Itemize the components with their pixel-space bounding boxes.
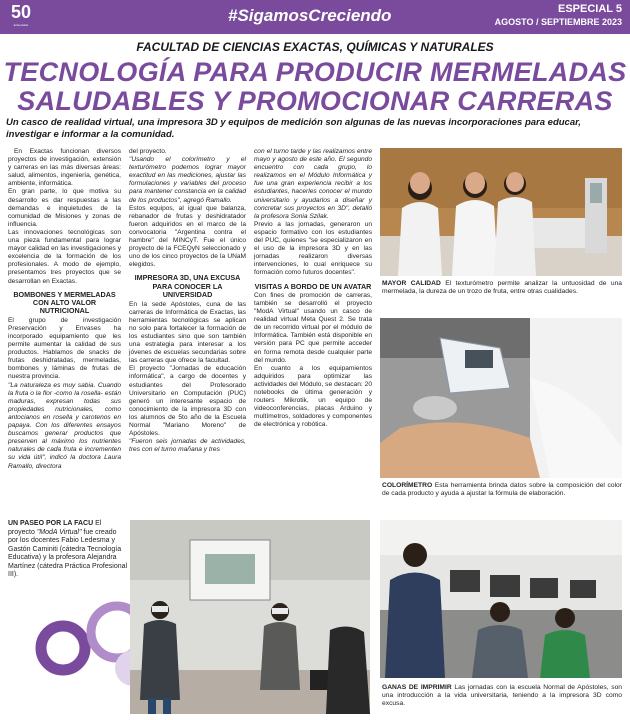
caption-text: Las jornadas con la escuela Normal de Apóstoles, son una introducción a la vida universitaria, teniendo a la impresora 3D como excusa. (382, 684, 623, 708)
subheading: IMPRESORA 3D, UNA EXCUSA PARA CONOCER LA UNIVERSIDAD (134, 273, 241, 300)
photo-colorimeter (380, 318, 622, 478)
paseo-text-b: fue creado por los docentes Fabio Ledesma y Gastón Caminiti (cátedra Tecnología Educativa) y la profesora Alejandra Martínez (cátedra Práctica Profesional III). (8, 528, 128, 578)
paragraph: Estos equipos, al igual que balanza, rebanador de frutas y deshidratador fueron adquiridos en el marco de la convocatoria "Argentina contra el hambre" del MINCyT. Fue el único proyecto de la FCEQyN seleccionado y uno de los cinco proyectos de la UNaM elegidos. (129, 204, 246, 269)
subheading: VISITAS A BORDO DE UN AVATAR (254, 281, 372, 291)
column-1 (8, 148, 121, 471)
logo-number: 50 (10, 2, 32, 22)
paragraph: Con fines de promoción de carreras, también se desarrolló el proyecto "ModA Virtual" usando un casco de realidad virtual Meta Quest 2. Se trata de un recorrido virtual por el módulo de Informática. También está disponible en versión para PC que permite acceder en forma remota desde cualquier parte del mundo. (254, 291, 372, 364)
caption-colorimetro (382, 482, 622, 498)
header-banner (0, 0, 630, 34)
paragraph: Las innovaciones tecnológicas son una pieza fundamental para lograr mayor calidad en las investigaciones y excelencia de la formación de los profesionales. A modo de ejemplo, presentamos tres proyectos que se desarrollan en Exactas. (8, 228, 121, 285)
caption-text: Esta herramienta brinda datos sobre la composición del color de cada producto y ayuda a ajustar la fórmula de elaboración. (382, 482, 622, 498)
subheading: BOMBONES Y MERMELADAS CON ALTO VALOR NUTRICIONAL (13, 289, 116, 316)
caption-title: GANAS DE IMPRIMIR (382, 684, 452, 691)
caption-title: MAYOR CALIDAD (382, 280, 441, 287)
paseo-project: "ModA Virtual" (36, 528, 82, 536)
quote-paragraph: "Usando el colorímetro y el texturómetro podemos lograr mayor exactitud en las mediciones, ajustar las formulaciones y variables del proceso para mantener constancia en la calidad de los productos", agregó Ramallo. (129, 156, 246, 204)
photo-computer-lab (380, 520, 622, 678)
caption-title: COLORÍMETRO (382, 482, 433, 489)
paragraph: Previo a las jornadas, generaron un espacio formativo con los estudiantes del PUC, quienes "se especializaron en el uso de la impresora 3D y en las jornadas realizaron diversas intervenciones, lo cual enriquece su formación como futuros docentes". (254, 220, 372, 277)
caption-ganas-de-imprimir (382, 684, 622, 709)
logo-caption: aniversario (13, 23, 29, 27)
paseo-title: UN PASEO POR LA FACU (8, 520, 94, 527)
photo-lab-researchers (380, 148, 622, 276)
edition-info (495, 3, 622, 29)
edition-title: ESPECIAL 5 (558, 3, 622, 15)
paragraph: En Exactas funcionan diversos proyectos de investigación, extensión y carreras en las más diversas áreas: salud, alimentos, ingeniería, genética, ambiente, informática. (8, 148, 121, 188)
paragraph: El grupo de investigación Preservación y Envases ha incorporado equipamiento que les permite aumentar la calidad de sus productos. Hablamos de snacks de frutas deshidratadas, mermeladas, bombones y láminas de frutas de nuestra provincia. (8, 316, 121, 381)
quote-paragraph: con el turno tarde y las realizamos entre mayo y agosto de este año. El segundo encuentro con cada grupo, lo realizamos en el Módulo Informática y fue una gran experiencia recibir a los estudiantes, hacerles conocer el mundo universitario y ayudarlos a diseñar y concretar sus proyectos en 3D", detalló la profesora Sonia Szilak. (254, 148, 372, 220)
column-2 (129, 148, 246, 454)
paragraph: En cuanto a los equipamientos adquiridos para optimizar las actividades del Módulo, se destacan: 20 notebooks de última generación y routers Mikrotik, un equipo de videoconferencias, placas Arduino y multímetros, soldadores y componentes de electrónica y robótica. (254, 364, 372, 429)
column-3 (254, 148, 372, 430)
paseo-caption (8, 520, 128, 580)
lead-paragraph: Un casco de realidad virtual, una impresora 3D y equipos de medición son algunas de las nuevas incorporaciones para educar, investigar e informar a la comunidad. (6, 117, 581, 140)
caption-mayor-calidad (382, 280, 622, 296)
paragraph: En gran parte, lo que motiva su desarrollo es dar respuestas a las demandas e inquietudes de la comunidad de Misiones y zonas de influencia. (8, 188, 121, 228)
quote-paragraph: "Fueron seis jornadas de actividades, tres con el turno mañana y tres (129, 438, 246, 454)
paseo-text-a: El proyecto (8, 520, 102, 536)
headline-line-2: SALUDABLES Y PROMOCIONAR CARRERAS (17, 86, 613, 116)
anniversary-logo (6, 2, 36, 32)
paragraph: El proyecto "Jornadas de educación informática", a cargo de docentes y estudiantes del Profesorado Universitario en Computación (PUC) generó un interesante espacio de conocimiento de la impresora 3D con los alumnos de 5to año de la Escuela Normal "Mariano Moreno" de Apóstoles. (129, 365, 246, 438)
quote-paragraph: "La naturaleza es muy sabia. Cuando la fruta o la flor -como la rosella- están maduras, expresan todas sus propiedades nutricionales, como antocianos en rosella y carotenos en papaya. Con los diferentes ensayos buscamos generar productos que preserven al máximo los nutrientes naturales de cada fruta e incrementen su vida útil", indicó la doctora Laura Ramallo, directora (8, 381, 121, 470)
section-title: FACULTAD DE CIENCIAS EXACTAS, QUÍMICAS Y NATURALES (136, 40, 494, 54)
paragraph: del proyecto. (129, 148, 167, 155)
caption-text: El texturómetro permite analizar la untuosidad de una mermelada, la dureza de un trozo de fruta, entre otras cualidades. (382, 280, 623, 296)
headline (0, 58, 630, 116)
photo-vr-classroom (130, 520, 370, 714)
hashtag: #SigamosCreciendo (228, 6, 392, 25)
paragraph: En la sede Apóstoles, cuna de las carreras de Informática de Exactas, las herramientas tecnológicas se aplican no solo para fortalecer la formación de los estudiantes sino que son también una estrategia para interesar a los jóvenes de escuelas secundarias sobre las carreras que ofrece la facultad. (129, 300, 246, 365)
edition-date: AGOSTO / SEPTIEMBRE 2023 (494, 17, 622, 27)
headline-line-1: TECNOLOGÍA PARA PRODUCIR MERMELADAS (3, 57, 627, 87)
